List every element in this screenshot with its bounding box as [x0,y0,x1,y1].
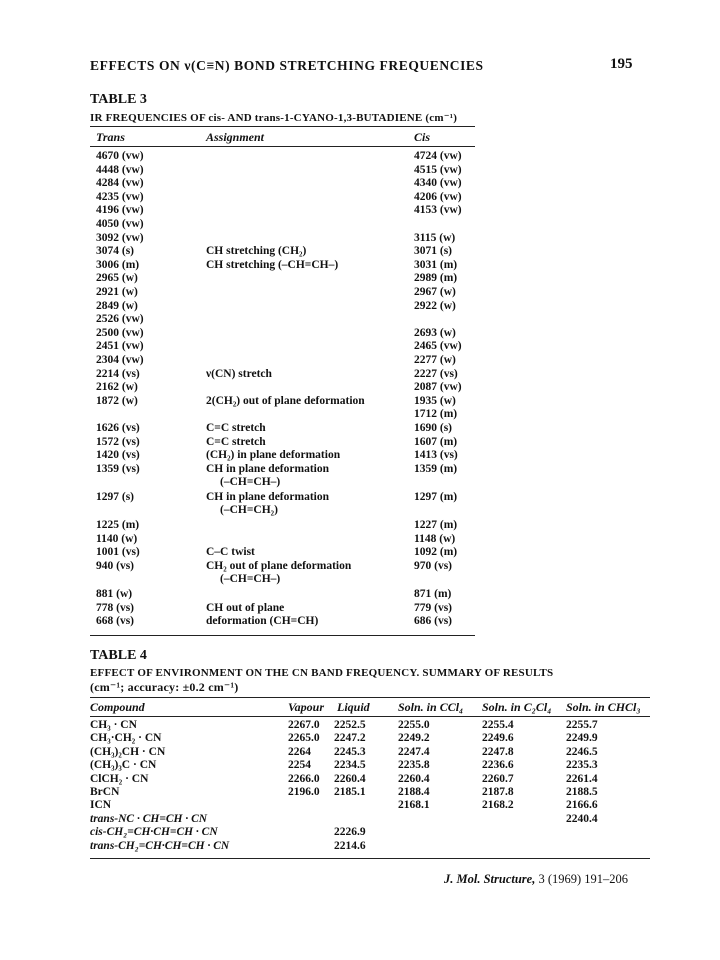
table3-cell-cis: 3115 (w) [414,231,456,244]
table3-cell-trans: 2965 (w) [96,272,138,285]
table4-cell-vapour: 2196.0 [288,786,320,798]
table3-caption: IR FREQUENCIES OF cis- AND trans-1-CYANO-1,3-BUTADIENE (cm⁻¹) [90,112,458,124]
table4-top-rule [90,697,650,698]
journal-citation [444,872,628,887]
table4-cell-compound: CH₃ · CN [90,719,137,731]
table4-cell-chcl3: 2188.5 [566,786,598,798]
table4-cell-c2cl4: 2187.8 [482,786,514,798]
table4-cell-liquid: 2185.1 [334,786,366,798]
table4-header-chcl3: Soln. in CHCl₃ [566,700,641,714]
table4-cell-compound: CH₃·CH₂ · CN [90,732,162,745]
table4-cell-ccl4: 2235.8 [398,759,430,772]
table4-header-compound: Compound [90,700,145,714]
table3-cell-trans: 4448 (vw) [96,163,144,176]
table4-cell-compound: BrCN [90,786,120,798]
table4-caption-units: (cm⁻¹; accuracy: ±0.2 cm⁻¹) [90,680,239,694]
page-number: 195 [610,56,633,72]
table4-cell-compound: trans-NC · CH=CH · CN [90,812,208,825]
table3-cell-trans: 1572 (vs) [96,435,140,448]
table3-cell-assignment: CH out of plane [206,601,285,614]
table3-cell-cis: 1935 (w) [414,394,456,407]
table3-cell-trans: 668 (vs) [96,615,135,628]
table3-cell-assignment: (–CH=CH–) [220,475,281,488]
table3-header-assignment: Assignment [206,130,265,144]
table4-header-ccl4: Soln. in CCl₄ [398,700,464,714]
table3-cell-cis: 1712 (m) [414,408,458,421]
table3-cell-cis: 1607 (m) [414,435,458,448]
table3-cell-cis: 4153 (vw) [414,204,462,217]
table4-cell-ccl4: 2247.4 [398,745,430,758]
table4-cell-c2cl4: 2260.7 [482,772,514,785]
table3-cell-cis: 1297 (m) [414,491,458,503]
table3-cell-assignment: CH stretching (CH₂) [206,245,307,258]
table3-cell-assignment: (–CH=CH₂) [220,504,278,516]
table4-cell-compound: trans-CH₂=CH·CH=CH · CN [90,839,230,852]
table3-cell-assignment: (CH₂) in plane deformation [206,449,341,462]
table3-cell-cis: 3031 (m) [414,258,458,271]
journal-volume-pages: 3 (1969) 191–206 [535,872,629,886]
table4-cell-compound: (CH₃)₃C · CN [90,759,157,772]
table4-cell-c2cl4: 2247.8 [482,745,514,758]
table3-cell-assignment: CH in plane deformation [206,462,329,475]
table3-cell-cis: 970 (vs) [414,560,453,572]
table4-cell-compound: (CH₃)₂CH · CN [90,745,166,758]
table4-cell-ccl4: 2249.2 [398,732,430,745]
table3-cell-cis: 1413 (vs) [414,449,458,462]
table3-cell-assignment: ν(CN) stretch [206,367,272,380]
table4-label: TABLE 4 [90,648,147,663]
table3-cell-trans: 4284 (vw) [96,177,144,190]
table4-cell-ccl4: 2188.4 [398,786,430,798]
table3-cell-trans: 4196 (vw) [96,204,144,217]
table3-cell-cis: 871 (m) [414,588,452,601]
table3-cell-trans: 2162 (w) [96,381,138,394]
table3-cell-trans: 4670 (vw) [96,150,144,162]
table3-cell-cis: 2967 (w) [414,286,456,298]
table3-cell-trans: 1140 (w) [96,532,138,545]
table3-cell-trans: 881 (w) [96,588,133,601]
table4-cell-vapour: 2254 [288,759,311,772]
table3-cell-assignment: CH in plane deformation [206,491,329,503]
table3-cell-trans: 2526 (vw) [96,313,144,326]
table3-cell-trans: 2921 (w) [96,286,138,298]
table4-cell-compound: ICN [90,799,112,812]
journal-name: J. Mol. Structure, [444,872,536,886]
table3-cell-trans: 1420 (vs) [96,449,140,462]
table3-cell-cis: 2989 (m) [414,272,458,285]
table3-bottom-rule [90,635,475,636]
table3-top-rule [90,126,475,127]
table4-header-vapour: Vapour [288,700,325,714]
table3-cell-trans: 3006 (m) [96,258,140,271]
table3-cell-assignment: CH stretching (–CH=CH–) [206,258,339,271]
table4-header-c2cl4: Soln. in C₂Cl₄ [482,700,552,714]
table4-cell-chcl3: 2255.7 [566,719,598,731]
table3-cell-cis: 4340 (vw) [414,177,462,190]
table4-cell-c2cl4: 2249.6 [482,732,514,745]
table4-cell-liquid: 2260.4 [334,772,366,785]
table3-cell-cis: 2693 (w) [414,326,456,339]
table4-header-rule [90,716,650,717]
table4-cell-chcl3: 2166.6 [566,799,598,812]
table4-cell-chcl3: 2246.5 [566,745,598,758]
table3-cell-trans: 3092 (vw) [96,231,144,244]
table3-header-cis: Cis [414,130,431,144]
table4-bottom-rule [90,858,650,859]
table3-cell-cis: 3071 (s) [414,245,453,258]
table3-cell-cis: 4515 (vw) [414,163,462,176]
table3-cell-trans: 1297 (s) [96,491,135,503]
table3-cell-trans: 1001 (vs) [96,546,140,559]
table3-cell-cis: 1092 (m) [414,546,458,559]
table4-cell-liquid: 2247.2 [334,732,366,745]
table3-cell-cis: 1148 (w) [414,532,456,545]
table4-cell-chcl3: 2249.9 [566,732,598,745]
table4-cell-compound: cis-CH₂=CH·CH=CH · CN [90,826,218,839]
table3-cell-cis: 2465 (vw) [414,340,462,353]
table3-cell-assignment: C=C stretch [206,435,266,448]
table4-cell-liquid: 2226.9 [334,826,366,839]
table4-header-liquid: Liquid [337,700,370,714]
table3-cell-cis: 2087 (vw) [414,381,462,394]
table4-cell-c2cl4: 2255.4 [482,719,514,731]
table3-cell-assignment: 2(CH₂) out of plane deformation [206,394,365,407]
table3-cell-cis: 2227 (vs) [414,367,458,380]
table3-cell-trans: 4235 (vw) [96,190,144,203]
table3-cell-cis: 1227 (m) [414,519,458,532]
table3-cell-trans: 1225 (m) [96,519,140,532]
table4-cell-liquid: 2245.3 [334,745,366,758]
running-head: EFFECTS ON ν(C≡N) BOND STRETCHING FREQUENCIES [90,58,484,73]
table3-cell-trans: 4050 (vw) [96,218,144,230]
table4-cell-vapour: 2264 [288,745,311,758]
table4-cell-ccl4: 2255.0 [398,719,430,731]
table4-cell-chcl3: 2261.4 [566,772,598,785]
table3-cell-trans: 2214 (vs) [96,367,140,380]
table3-cell-trans: 1626 (vs) [96,422,140,434]
table3-cell-cis: 1359 (m) [414,462,458,475]
table4-cell-c2cl4: 2236.6 [482,759,514,772]
table3-cell-cis: 1690 (s) [414,422,453,434]
table3-cell-trans: 1359 (vs) [96,462,140,475]
table3-cell-assignment: deformation (CH=CH) [206,615,319,628]
table4-cell-vapour: 2266.0 [288,772,320,785]
table4-cell-liquid: 2214.6 [334,839,366,852]
table3-header-trans: Trans [96,130,125,144]
table3-cell-cis: 2277 (w) [414,354,456,366]
table4-cell-ccl4: 2260.4 [398,772,430,785]
table4-cell-chcl3: 2240.4 [566,812,598,825]
table3-cell-cis: 4724 (vw) [414,150,462,162]
table4-caption: EFFECT OF ENVIRONMENT ON THE CN BAND FREQUENCY. SUMMARY OF RESULTS [90,667,554,679]
table4-cell-c2cl4: 2168.2 [482,799,514,812]
table3-cell-cis: 2922 (w) [414,299,456,312]
table4-cell-vapour: 2265.0 [288,732,320,745]
table3-cell-trans: 778 (vs) [96,601,135,614]
table4-cell-chcl3: 2235.3 [566,759,598,772]
table3-cell-trans: 940 (vs) [96,560,135,572]
table3-cell-assignment: C=C stretch [206,422,266,434]
table3-cell-cis: 4206 (vw) [414,190,462,203]
table4-cell-vapour: 2267.0 [288,719,320,731]
table4-cell-liquid: 2252.5 [334,719,366,731]
table3-cell-trans: 3074 (s) [96,245,135,258]
table3-cell-assignment: C–C twist [206,546,255,559]
table4-cell-liquid: 2234.5 [334,759,366,772]
table3-cell-trans: 2304 (vw) [96,354,144,366]
table3-cell-assignment: (–CH=CH–) [220,573,281,585]
table3-cell-trans: 2451 (vw) [96,340,144,353]
table3-label: TABLE 3 [90,92,147,107]
table4-cell-ccl4: 2168.1 [398,799,430,812]
table3-cell-trans: 2500 (vw) [96,326,144,339]
table3-cell-trans: 2849 (w) [96,299,138,312]
table3-cell-assignment: CH₂ out of plane deformation [206,560,352,572]
table3-cell-cis: 779 (vs) [414,601,453,614]
table4-cell-compound: ClCH₂ · CN [90,772,149,785]
table3-header-rule [90,146,475,147]
table3-cell-cis: 686 (vs) [414,615,453,628]
table3-cell-trans: 1872 (w) [96,394,138,407]
